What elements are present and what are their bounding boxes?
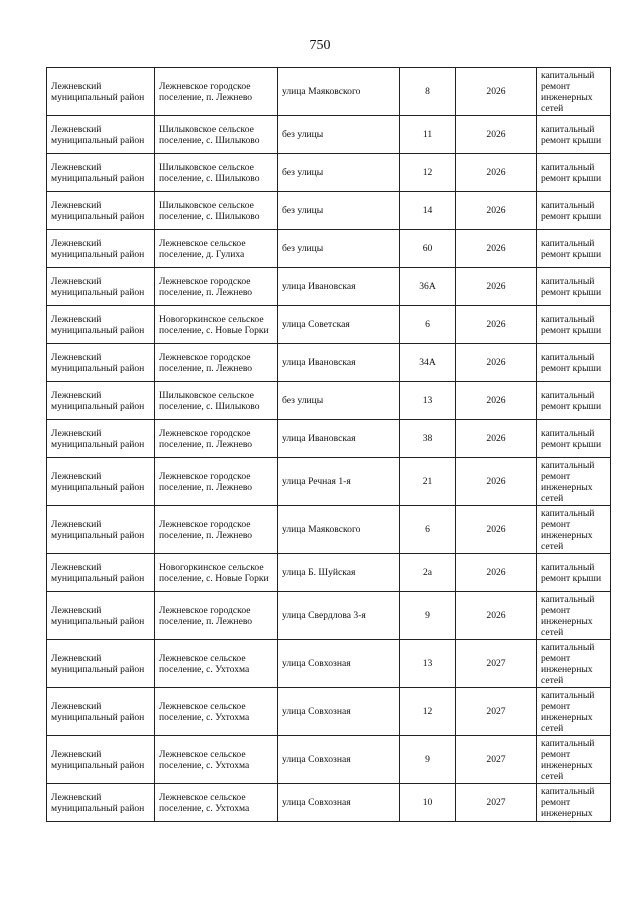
- year-cell: 2026: [456, 382, 537, 420]
- house-number-cell: 13: [400, 640, 456, 688]
- year-cell: 2026: [456, 306, 537, 344]
- settlement-cell: Новогоркинское сельское поселение, с. Новые Горки: [155, 554, 278, 592]
- settlement-cell: Шилыковское сельское поселение, с. Шилыково: [155, 382, 278, 420]
- capital-repair-table: [46, 67, 611, 822]
- year-cell: 2027: [456, 640, 537, 688]
- settlement-cell: Лежневское сельское поселение, д. Гулиха: [155, 230, 278, 268]
- street-cell: без улицы: [278, 382, 400, 420]
- table-row: [47, 306, 611, 344]
- house-number-cell: 13: [400, 382, 456, 420]
- district-cell: Лежневский муниципальный район: [47, 506, 155, 554]
- table-row: [47, 192, 611, 230]
- work-type-cell: капитальный ремонт инженерных сетей: [537, 68, 611, 116]
- house-number-cell: 6: [400, 306, 456, 344]
- house-number-cell: 10: [400, 784, 456, 822]
- house-number-cell: 9: [400, 592, 456, 640]
- work-type-cell: капитальный ремонт крыши: [537, 420, 611, 458]
- district-cell: Лежневский муниципальный район: [47, 640, 155, 688]
- year-cell: 2026: [456, 458, 537, 506]
- settlement-cell: Лежневское городское поселение, п. Лежнево: [155, 420, 278, 458]
- work-type-cell: капитальный ремонт крыши: [537, 192, 611, 230]
- table-row: [47, 420, 611, 458]
- house-number-cell: 12: [400, 154, 456, 192]
- settlement-cell: Лежневское городское поселение, п. Лежнево: [155, 68, 278, 116]
- table-row: [47, 736, 611, 784]
- table-row: [47, 154, 611, 192]
- house-number-cell: 60: [400, 230, 456, 268]
- settlement-cell: Шилыковское сельское поселение, с. Шилыково: [155, 116, 278, 154]
- street-cell: улица Совхозная: [278, 688, 400, 736]
- street-cell: улица Совхозная: [278, 784, 400, 822]
- street-cell: без улицы: [278, 192, 400, 230]
- table-row: [47, 382, 611, 420]
- year-cell: 2027: [456, 688, 537, 736]
- district-cell: Лежневский муниципальный район: [47, 382, 155, 420]
- settlement-cell: Лежневское городское поселение, п. Лежнево: [155, 344, 278, 382]
- street-cell: улица Совхозная: [278, 640, 400, 688]
- house-number-cell: 21: [400, 458, 456, 506]
- street-cell: без улицы: [278, 230, 400, 268]
- work-type-cell: капитальный ремонт крыши: [537, 382, 611, 420]
- street-cell: улица Речная 1-я: [278, 458, 400, 506]
- district-cell: Лежневский муниципальный район: [47, 306, 155, 344]
- street-cell: улица Свердлова 3-я: [278, 592, 400, 640]
- district-cell: Лежневский муниципальный район: [47, 688, 155, 736]
- house-number-cell: 36А: [400, 268, 456, 306]
- year-cell: 2026: [456, 192, 537, 230]
- work-type-cell: капитальный ремонт инженерных сетей: [537, 640, 611, 688]
- settlement-cell: Лежневское сельское поселение, с. Ухтохма: [155, 784, 278, 822]
- district-cell: Лежневский муниципальный район: [47, 268, 155, 306]
- district-cell: Лежневский муниципальный район: [47, 192, 155, 230]
- work-type-cell: капитальный ремонт инженерных сетей: [537, 592, 611, 640]
- street-cell: без улицы: [278, 116, 400, 154]
- house-number-cell: 9: [400, 736, 456, 784]
- year-cell: 2026: [456, 268, 537, 306]
- table-row: [47, 116, 611, 154]
- work-type-cell: капитальный ремонт крыши: [537, 344, 611, 382]
- work-type-cell: капитальный ремонт инженерных: [537, 784, 611, 822]
- street-cell: улица Маяковского: [278, 68, 400, 116]
- table-row: [47, 344, 611, 382]
- year-cell: 2026: [456, 554, 537, 592]
- year-cell: 2026: [456, 230, 537, 268]
- house-number-cell: 11: [400, 116, 456, 154]
- district-cell: Лежневский муниципальный район: [47, 68, 155, 116]
- year-cell: 2026: [456, 344, 537, 382]
- year-cell: 2026: [456, 68, 537, 116]
- house-number-cell: 12: [400, 688, 456, 736]
- page-number: 750: [309, 38, 331, 53]
- settlement-cell: Лежневское городское поселение, п. Лежнево: [155, 268, 278, 306]
- work-type-cell: капитальный ремонт крыши: [537, 116, 611, 154]
- street-cell: без улицы: [278, 154, 400, 192]
- settlement-cell: Шилыковское сельское поселение, с. Шилыково: [155, 154, 278, 192]
- work-type-cell: капитальный ремонт крыши: [537, 554, 611, 592]
- house-number-cell: 38: [400, 420, 456, 458]
- street-cell: улица Маяковского: [278, 506, 400, 554]
- street-cell: улица Ивановская: [278, 420, 400, 458]
- table-row: [47, 688, 611, 736]
- district-cell: Лежневский муниципальный район: [47, 784, 155, 822]
- settlement-cell: Лежневское сельское поселение, с. Ухтохма: [155, 688, 278, 736]
- settlement-cell: Лежневское городское поселение, п. Лежнево: [155, 506, 278, 554]
- year-cell: 2026: [456, 154, 537, 192]
- house-number-cell: 6: [400, 506, 456, 554]
- district-cell: Лежневский муниципальный район: [47, 458, 155, 506]
- table-row: [47, 784, 611, 822]
- district-cell: Лежневский муниципальный район: [47, 116, 155, 154]
- street-cell: улица Б. Шуйская: [278, 554, 400, 592]
- settlement-cell: Новогоркинское сельское поселение, с. Новые Горки: [155, 306, 278, 344]
- table-row: [47, 506, 611, 554]
- year-cell: 2026: [456, 116, 537, 154]
- district-cell: Лежневский муниципальный район: [47, 420, 155, 458]
- house-number-cell: 8: [400, 68, 456, 116]
- district-cell: Лежневский муниципальный район: [47, 154, 155, 192]
- work-type-cell: капитальный ремонт инженерных сетей: [537, 458, 611, 506]
- house-number-cell: 34А: [400, 344, 456, 382]
- year-cell: 2026: [456, 420, 537, 458]
- table-row: [47, 592, 611, 640]
- house-number-cell: 2а: [400, 554, 456, 592]
- table-row: [47, 640, 611, 688]
- settlement-cell: Лежневское сельское поселение, с. Ухтохма: [155, 640, 278, 688]
- year-cell: 2026: [456, 506, 537, 554]
- street-cell: улица Ивановская: [278, 344, 400, 382]
- work-type-cell: капитальный ремонт крыши: [537, 230, 611, 268]
- settlement-cell: Шилыковское сельское поселение, с. Шилыково: [155, 192, 278, 230]
- settlement-cell: Лежневское городское поселение, п. Лежнево: [155, 592, 278, 640]
- street-cell: улица Ивановская: [278, 268, 400, 306]
- year-cell: 2027: [456, 784, 537, 822]
- district-cell: Лежневский муниципальный район: [47, 230, 155, 268]
- table-row: [47, 554, 611, 592]
- work-type-cell: капитальный ремонт крыши: [537, 306, 611, 344]
- table-row: [47, 230, 611, 268]
- work-type-cell: капитальный ремонт инженерных сетей: [537, 736, 611, 784]
- table-row: [47, 268, 611, 306]
- district-cell: Лежневский муниципальный район: [47, 736, 155, 784]
- work-type-cell: капитальный ремонт инженерных сетей: [537, 688, 611, 736]
- district-cell: Лежневский муниципальный район: [47, 344, 155, 382]
- year-cell: 2027: [456, 736, 537, 784]
- year-cell: 2026: [456, 592, 537, 640]
- street-cell: улица Советская: [278, 306, 400, 344]
- settlement-cell: Лежневское сельское поселение, с. Ухтохма: [155, 736, 278, 784]
- district-cell: Лежневский муниципальный район: [47, 592, 155, 640]
- work-type-cell: капитальный ремонт крыши: [537, 268, 611, 306]
- table-row: [47, 68, 611, 116]
- work-type-cell: капитальный ремонт инженерных сетей: [537, 506, 611, 554]
- settlement-cell: Лежневское городское поселение, п. Лежнево: [155, 458, 278, 506]
- work-type-cell: капитальный ремонт крыши: [537, 154, 611, 192]
- street-cell: улица Совхозная: [278, 736, 400, 784]
- house-number-cell: 14: [400, 192, 456, 230]
- district-cell: Лежневский муниципальный район: [47, 554, 155, 592]
- table-body: [47, 68, 611, 822]
- table-row: [47, 458, 611, 506]
